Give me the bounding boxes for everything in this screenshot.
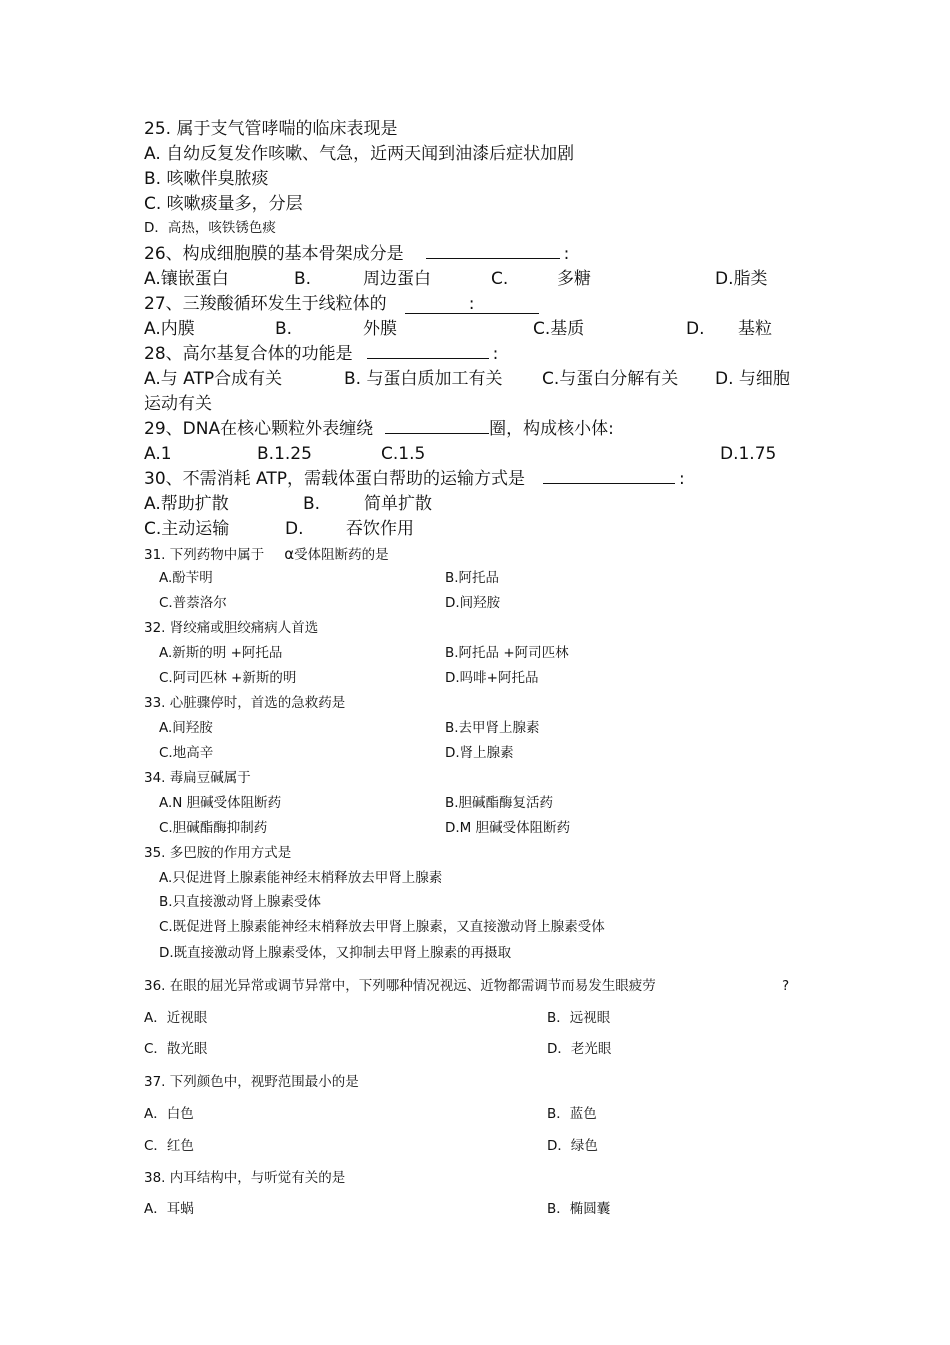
question-29-option-b: B.1.25 xyxy=(257,444,312,464)
question-29-option-a: A.1 xyxy=(144,444,172,464)
question-30-colon: : xyxy=(678,469,685,489)
answer-blank xyxy=(426,257,560,259)
question-35-stem: 35. 多巴胺的作用方式是 xyxy=(144,845,292,861)
question-26-stem xyxy=(144,246,569,263)
question-34-stem: 34. 毒扁豆碱属于 xyxy=(144,770,251,786)
question-36-stem: 36. 在眼的屈光异常或调节异常中，下列哪种情况视远、近物都需调节而易发生眼疲劳 xyxy=(144,978,656,994)
question-28-option-d: D. 与细胞 xyxy=(715,369,790,389)
question-28-option-c: C.与蛋白分解有关 xyxy=(542,369,679,389)
question-27-option-c: C.基质 xyxy=(533,319,585,339)
question-36-option-d: D．老光眼 xyxy=(547,1041,612,1057)
answer-blank xyxy=(385,432,489,434)
question-27-option-d-letter: D. xyxy=(686,319,705,339)
question-32-option-b: B.阿托品 +阿司匹林 xyxy=(445,645,569,661)
question-37-option-b: B．蓝色 xyxy=(547,1106,597,1122)
question-28-option-b: B. 与蛋白质加工有关 xyxy=(344,369,503,389)
question-33-option-d: D.肾上腺素 xyxy=(445,745,514,761)
question-28-text: 28、高尔基复合体的功能是 xyxy=(144,344,353,364)
question-37-option-d: D．绿色 xyxy=(547,1138,598,1154)
answer-blank xyxy=(367,357,489,359)
question-33-stem: 33. 心脏骤停时，首选的急救药是 xyxy=(144,695,346,711)
question-34-option-d: D.M 胆碱受体阻断药 xyxy=(445,820,571,836)
question-35-option-d: D.既直接激动肾上腺素受体，又抑制去甲肾上腺素的再摄取 xyxy=(159,945,512,961)
question-29-option-c: C.1.5 xyxy=(381,444,426,464)
question-30-option-d-text: 吞饮作用 xyxy=(346,519,414,539)
question-26-option-c-text: 多糖 xyxy=(557,269,591,289)
answer-blank xyxy=(405,296,539,314)
question-28-option-a: A.与 ATP合成有关 xyxy=(144,369,283,389)
question-27-stem xyxy=(144,296,539,314)
question-36-option-b: B．远视眼 xyxy=(547,1010,611,1026)
question-26-option-b-text: 周边蛋白 xyxy=(363,269,431,289)
question-36-qmark: ? xyxy=(782,978,790,994)
question-38-option-b: B．椭圆囊 xyxy=(547,1201,611,1217)
question-27-colon: : xyxy=(468,294,475,314)
question-34-option-c: C.胆碱酯酶抑制药 xyxy=(159,820,268,836)
question-27-option-b-letter: B. xyxy=(275,319,293,339)
question-30-option-b-text: 简单扩散 xyxy=(364,494,432,514)
question-31-option-a: A.酚苄明 xyxy=(159,570,213,586)
question-37-option-a: A．白色 xyxy=(144,1106,194,1122)
question-28-stem xyxy=(144,346,498,363)
question-26-option-d: D.脂类 xyxy=(715,269,768,289)
question-31-text: 31. 下列药物中属于 xyxy=(144,547,265,563)
question-33-option-c: C.地高辛 xyxy=(159,745,214,761)
question-29-text: 29、DNA在核心颗粒外表缠绕 xyxy=(144,419,374,439)
question-34-option-b: B.胆碱酯酶复活药 xyxy=(445,795,554,811)
question-31-stem xyxy=(144,547,389,563)
question-26-option-a: A.镶嵌蛋白 xyxy=(144,269,229,289)
question-29-option-d: D.1.75 xyxy=(720,444,777,464)
question-26-option-b-letter: B. xyxy=(294,269,312,289)
question-25-option-d: D．高热，咳铁锈色痰 xyxy=(144,220,276,236)
question-30-option-b-letter: B. xyxy=(303,494,321,514)
question-26-option-c-letter: C. xyxy=(491,269,509,289)
question-27-option-a: A.内膜 xyxy=(144,319,195,339)
question-38-stem: 38. 内耳结构中，与听觉有关的是 xyxy=(144,1170,346,1186)
question-27-option-b-text: 外膜 xyxy=(363,319,397,339)
alpha-symbol: α xyxy=(284,545,295,563)
question-25-option-a: A. 自幼反复发作咳嗽、气急，近两天闻到油漆后症状加剧 xyxy=(144,144,575,164)
question-28-colon: : xyxy=(492,344,499,364)
question-37-option-c: C．红色 xyxy=(144,1138,194,1154)
question-32-option-a: A.新斯的明 +阿托品 xyxy=(159,645,283,661)
question-34-option-a: A.N 胆碱受体阻断药 xyxy=(159,795,282,811)
question-31-option-b: B.阿托品 xyxy=(445,570,500,586)
question-28-option-d-continued: 运动有关 xyxy=(144,394,212,414)
question-38-option-a: A．耳蜗 xyxy=(144,1201,194,1217)
question-29-end: 圈，构成核小体: xyxy=(489,419,614,439)
question-32-option-d: D.吗啡+阿托品 xyxy=(445,670,539,686)
question-32-stem: 32. 肾绞痛或胆绞痛病人首选 xyxy=(144,620,319,636)
question-26-colon: : xyxy=(563,244,570,264)
question-26-text: 26、构成细胞膜的基本骨架成分是 xyxy=(144,244,404,264)
question-30-option-a: A.帮助扩散 xyxy=(144,494,229,514)
question-35-option-b: B.只直接激动肾上腺素受体 xyxy=(159,894,322,910)
answer-blank xyxy=(543,482,675,484)
question-35-option-a: A.只促进肾上腺素能神经末梢释放去甲肾上腺素 xyxy=(159,870,443,886)
question-30-option-c: C.主动运输 xyxy=(144,519,230,539)
question-32-option-c: C.阿司匹林 +新斯的明 xyxy=(159,670,297,686)
question-31-option-c: C.普萘洛尔 xyxy=(159,595,227,611)
question-33-option-b: B.去甲肾上腺素 xyxy=(445,720,540,736)
question-25-option-c: C. 咳嗽痰量多，分层 xyxy=(144,194,303,214)
question-25-option-b: B. 咳嗽伴臭脓痰 xyxy=(144,169,269,189)
question-30-stem xyxy=(144,471,685,488)
question-33-option-a: A.间羟胺 xyxy=(159,720,213,736)
question-27-option-d-text: 基粒 xyxy=(738,319,772,339)
question-29-stem xyxy=(144,421,614,438)
question-37-stem: 37. 下列颜色中，视野范围最小的是 xyxy=(144,1074,359,1090)
question-25-stem: 25. 属于支气管哮喘的临床表现是 xyxy=(144,119,398,139)
question-30-option-d-letter: D. xyxy=(285,519,304,539)
question-27-text: 27、三羧酸循环发生于线粒体的 xyxy=(144,294,387,314)
question-36-option-a: A．近视眼 xyxy=(144,1010,208,1026)
question-31-option-d: D.间羟胺 xyxy=(445,595,501,611)
question-30-text: 30、不需消耗 ATP，需载体蛋白帮助的运输方式是 xyxy=(144,469,525,489)
question-35-option-c: C.既促进肾上腺素能神经末梢释放去甲肾上腺素，又直接激动肾上腺素受体 xyxy=(159,919,605,935)
question-36-option-c: C．散光眼 xyxy=(144,1041,208,1057)
question-31-text-end: 受体阻断药的是 xyxy=(294,547,389,563)
